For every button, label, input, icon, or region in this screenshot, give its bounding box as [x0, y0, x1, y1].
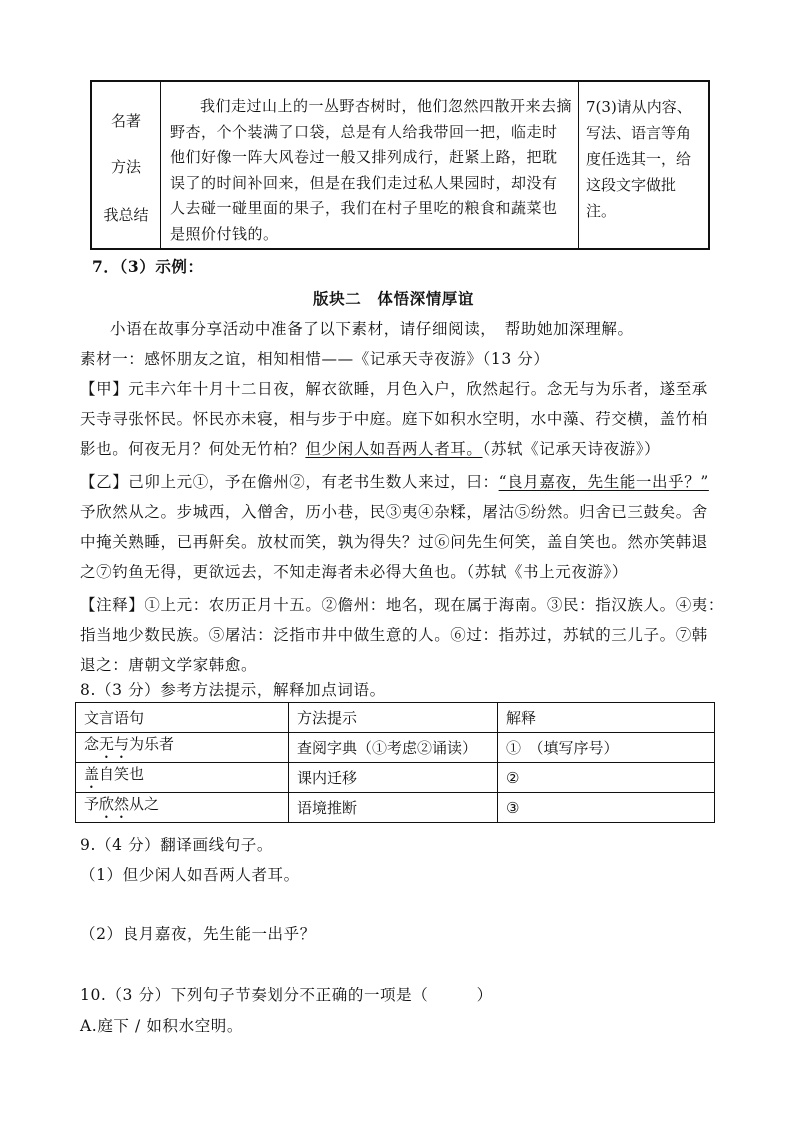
dotted-word: 无与 — [99, 735, 130, 753]
label-cell — [92, 82, 161, 248]
notes-line: 退之：唐朝文学家韩愈。 — [80, 656, 258, 674]
passage-text: 【乙】己卯上元①，予在儋州②，有老书生数人来过，曰： — [80, 473, 499, 491]
label-line: 名著 — [110, 112, 141, 130]
passage-yi-line: 中掩关熟睡，已再鼾矣。放杖而笑，孰为得失？过⑥问先生何笑，盖自笑也。然亦笑韩退 — [80, 533, 708, 551]
table-header-row — [76, 703, 715, 733]
question-9: 9.（4 分）翻译画线句子。 — [80, 836, 273, 854]
sentence-part: 予 — [84, 795, 100, 813]
q7-example: 7．（3）示例： — [92, 257, 204, 276]
passage-yi-line — [80, 470, 709, 492]
passage-jia-line: 天寺寻张怀民。怀民亦未寝，相与步于中庭。庭下如积水空明，水中藻、荇交横，盖竹柏 — [80, 410, 708, 428]
sentence-cell — [76, 793, 289, 823]
underlined-sentence: 但少闲人如吾两人者耳。 — [305, 440, 483, 458]
header-cell: 解释 — [498, 703, 715, 733]
table-row — [76, 733, 715, 763]
answer-cell[interactable]: ① （填写序号） — [498, 733, 715, 763]
intro-text: 小语在故事分享活动中准备了以下素材，请仔细阅读， 帮助她加深理解。 — [110, 320, 634, 338]
method-hint-table — [75, 702, 715, 823]
source-citation: （苏轼《记承天诗夜游》） — [482, 440, 661, 458]
answer-cell[interactable]: ③ — [498, 793, 715, 823]
annotation-cell — [578, 82, 708, 248]
table-row — [76, 763, 715, 793]
sentence-cell — [76, 763, 289, 793]
passage-yi-line: 之⑦钓鱼无得，更欲远去，不知走海者未必得大鱼也。（苏轼《书上元夜游》） — [80, 563, 629, 581]
sentence-part: 为乐者 — [129, 735, 175, 753]
sentence-part: 自笑也 — [99, 765, 145, 783]
annotation-prompt: 7(3)请从内容、写法、语言等角度任选其一，给这段文字做批注。 — [586, 98, 692, 220]
method-cell: 查阅字典（①考虑②诵读） — [289, 733, 498, 763]
material-one-title: 素材一：感怀朋友之谊，相知相惜——《记承天寺夜游》（13 分） — [80, 350, 550, 368]
question-10-option-a: A.庭下 / 如积水空明。 — [80, 1017, 243, 1035]
passage-jia-line: 【甲】元丰六年十月十二日夜，解衣欲睡，月色入户，欣然起行。念无与为乐者，遂至承 — [80, 380, 708, 398]
question-9-part-2: （2）良月嘉夜，先生能一出乎？ — [80, 925, 316, 943]
question-8: 8.（3 分）参考方法提示，解释加点词语。 — [80, 681, 386, 699]
question-9-part-1: （1）但少闲人如吾两人者耳。 — [80, 866, 300, 884]
dotted-word: 欣然 — [99, 795, 130, 813]
table-row — [76, 793, 715, 823]
header-cell: 文言语句 — [76, 703, 289, 733]
passage-yi-line: 予欣然从之。步城西，入僧舍，历小巷，民③夷④杂糅，屠沽⑤纷然。归舍已三鼓矣。舍 — [80, 503, 708, 521]
sentence-part: 念 — [84, 735, 100, 753]
dotted-word: 盖 — [84, 765, 100, 783]
passage-text: 我们走过山上的一丛野杏树时，他们忽然四散开来去摘野杏，个个装满了口袋，总是有人给我带回一把，临走时他们好像一阵大风卷过一般又排列成行，赶紧上路，把耽误了的时间补回来，但是在我们走过私人果园时，却没有人去碰一碰里面的果子，我们在村子里吃的粮食和蔬菜也是照价付钱的。 — [170, 97, 573, 243]
passage-cell — [160, 82, 579, 248]
method-cell: 课内迁移 — [289, 763, 498, 793]
label-line: 方法 — [110, 158, 141, 176]
header-cell: 方法提示 — [289, 703, 498, 733]
underlined-sentence: “良月嘉夜，先生能一出乎？” — [498, 473, 709, 491]
method-cell: 语境推断 — [289, 793, 498, 823]
sentence-cell — [76, 733, 289, 763]
passage-jia-line — [80, 437, 660, 459]
section-title: 版块二 体悟深情厚谊 — [313, 289, 475, 308]
label-line: 我总结 — [103, 206, 149, 224]
question-10: 10.（3 分）下列句子节奏划分不正确的一项是（ ） — [80, 986, 493, 1004]
passage-text: 影也。何夜无月？何处无竹柏？ — [80, 440, 306, 458]
sentence-part: 从之 — [129, 795, 160, 813]
method-summary-table — [90, 80, 710, 250]
notes-line: 指当地少数民族。⑤屠沽：泛指市井中做生意的人。⑥过：指苏过，苏轼的三儿子。⑦韩 — [80, 626, 708, 644]
answer-cell[interactable]: ② — [498, 763, 715, 793]
notes-line: 【注释】①上元：农历正月十五。②儋州：地名，现在属于海南。③民：指汉族人。④夷： — [80, 596, 725, 614]
